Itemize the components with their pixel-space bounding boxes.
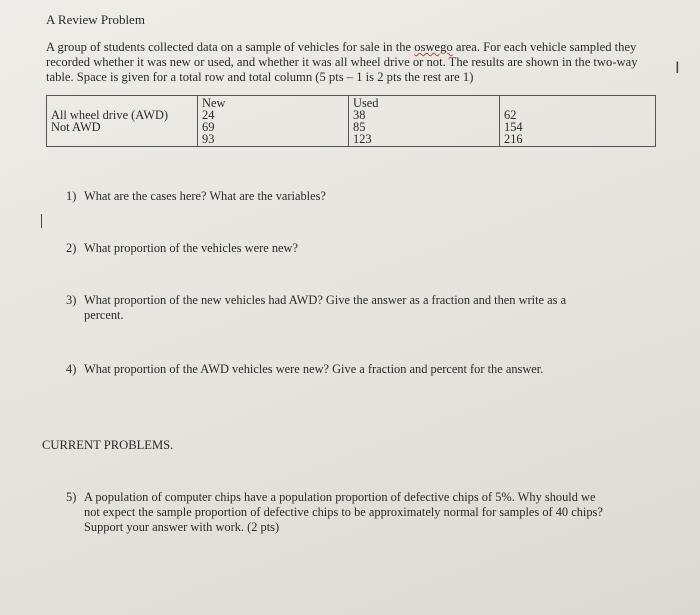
cell-value: 62 [504,108,517,122]
cell-value: 93 [202,132,215,146]
pen-mark [41,214,42,228]
question-4 [66,362,543,377]
page-title: A Review Problem [46,12,145,27]
question-3 [66,293,666,323]
cell-value: 154 [504,120,523,134]
row-label: Not AWD [51,120,101,134]
question-text: What proportion of the new vehicles had AWD? Give the answer as a fraction and then write as a [84,293,567,307]
question-text: A population of computer chips have a population proportion of defective chips of 5%. Why should we [84,490,596,504]
question-number: 4) [66,362,77,376]
question-text: What proportion of the vehicles were new? [84,241,298,255]
intro-text-end: area. For each vehicle sampled they recorded whether it was new or used, and whether it was all wheel drive or not. The results are shown in the two-way table. Space is given for a total row and total column (5 pts – 1 is 2 pts the rest are 1) [46,40,638,84]
question-2 [66,241,298,256]
question-number: 3) [66,293,77,307]
row-label-cell [47,96,198,147]
text-cursor-icon: I [675,58,680,77]
cell-value: 216 [504,132,523,146]
new-column-cell [198,96,349,147]
question-number: 2) [66,241,77,255]
question-1 [66,189,326,204]
row-label: All wheel drive (AWD) [51,108,169,122]
total-column-cell [500,96,656,147]
question-text: What proportion of the AWD vehicles were new? Give a fraction and percent for the answer. [84,362,544,376]
question-text-continued: percent. [84,308,124,322]
section-heading: CURRENT PROBLEMS. [42,438,174,452]
cell-value: 24 [202,108,215,122]
question-number: 5) [66,490,77,504]
intro-text-start: A group of students collected data on a sample of vehicles for sale in the [46,40,415,54]
cell-value: 123 [353,132,372,146]
question-5 [66,490,676,535]
misspelled-word: oswego [414,40,453,54]
cell-value: 69 [202,120,215,134]
two-way-table [46,95,656,147]
column-header-used: Used [353,96,379,110]
cell-value: 85 [353,120,366,134]
question-text-continued: not expect the sample proportion of defective chips to be approximately normal for samples of 40 chips? [84,505,603,519]
problem-intro [46,40,656,85]
cell-value: 38 [353,108,366,122]
question-text-continued: Support your answer with work. (2 pts) [84,520,280,534]
used-column-cell [349,96,500,147]
question-text: What are the cases here? What are the variables? [84,189,326,203]
question-number: 1) [66,189,77,203]
column-header-new: New [202,96,226,110]
table-row [47,96,656,147]
